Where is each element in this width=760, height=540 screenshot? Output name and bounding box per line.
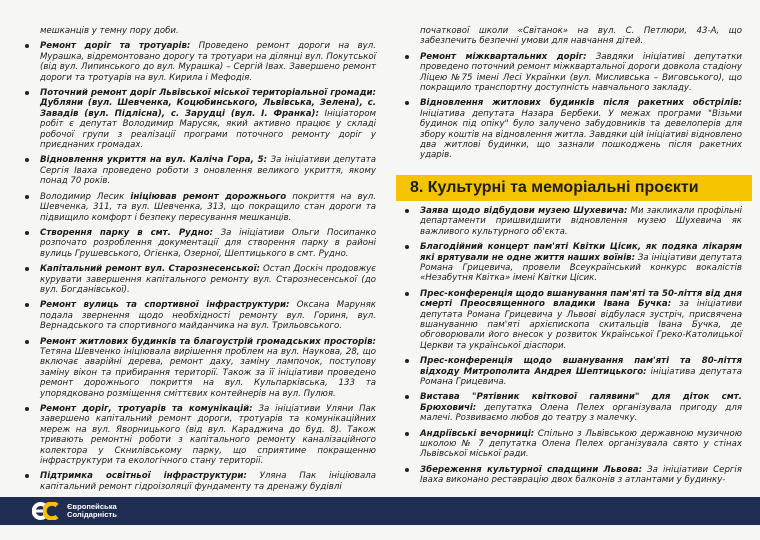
left-item-list bbox=[22, 41, 376, 492]
list-item bbox=[22, 155, 376, 186]
item-body: За ініціативи депутата Сергія Іваха проведено роботи з оновлення великого укриття, якому понад 70 років. bbox=[40, 155, 376, 187]
bullet-icon bbox=[405, 292, 409, 296]
list-item bbox=[22, 192, 376, 223]
list-item bbox=[402, 356, 742, 387]
item-title: Ремонт доріг, тротуарів та комунікацій: bbox=[40, 404, 253, 414]
bullet-icon bbox=[25, 303, 29, 307]
item-title: Прес-конференція щодо вшанування пам'яті та 50-ліття від дня смерті Преосвященного владики Івана Бучка: bbox=[420, 288, 742, 310]
bullet-icon bbox=[405, 432, 409, 436]
item-title: Збереження культурної спадщини Львова: bbox=[420, 464, 643, 475]
item-title: Створення парку в смт. Рудно: bbox=[40, 227, 213, 238]
item-body: За ініціативи депутата Романа Грицевича, провели Всеукраїнський конкурс вокалістів «Незабутня Квітка» імені Квітки Цісик. bbox=[420, 252, 742, 284]
item-body: за ініціативи депутата Романа Грицевича у Львові відбулася зустріч, присвячена вшануванню пам'яті архієпископа скитальців Івана Бучка, де обговорювали його внесок у розвиток Української Греко-Католицької Церкви та української діаспори. bbox=[420, 299, 743, 351]
item-body: За ініціативи Сергія Іваха виконано реставрацію двох балконів з атлантами у будинку- bbox=[420, 464, 742, 486]
bullet-icon bbox=[25, 231, 29, 235]
list-item bbox=[22, 404, 376, 466]
list-item bbox=[22, 88, 376, 150]
bullet-icon bbox=[25, 407, 29, 411]
list-item bbox=[402, 429, 742, 460]
bullet-icon bbox=[405, 209, 409, 213]
item-body: Ініціатива депутата Назара Бербеки. У межах програми "Візьми будинок під опіку" було залучено забудовників та девелоперів для збору коштів на відновлення житла. Завдяки цій ініціативі відновлено два житлові будинки, що зазнали пошкоджень після ракетних ударів. bbox=[420, 108, 743, 161]
bullet-icon bbox=[25, 195, 29, 199]
section-header-band bbox=[396, 175, 752, 201]
section-title: 8. Культурні та меморіальні проєкти bbox=[410, 178, 699, 196]
bullet-icon bbox=[25, 91, 29, 95]
list-item bbox=[22, 471, 376, 492]
item-body: Остап Доскіч продовжує курувати завершення капітального ремонту вул. Старознесенської (до вул. Богданівської). bbox=[40, 264, 376, 295]
bullet-icon bbox=[405, 245, 409, 249]
item-body: депутатка Олена Пелех організувала пригоду для малечі. Розвиваємо любов до театру з малечку. bbox=[420, 402, 742, 424]
logo-line-2: Солідарність bbox=[67, 510, 117, 519]
bullet-icon bbox=[25, 158, 29, 162]
bullet-icon bbox=[405, 101, 409, 105]
bullet-icon bbox=[405, 359, 409, 363]
logo-c-glyph-icon bbox=[43, 502, 59, 520]
item-title: Відновлення житлових будинків після ракетних обстрілів: bbox=[420, 98, 742, 109]
right-item-list-top bbox=[402, 52, 742, 161]
bullet-icon bbox=[405, 55, 409, 59]
list-item bbox=[22, 337, 376, 399]
item-body: Уляна Пак ініціювала капітальний ремонт гідроізоляції фундаменту та дренажу будівлі bbox=[40, 471, 376, 492]
item-body: Проведено ремонт дороги на вул. Мурашка, відремонтовано дорогу та тротуари на ділянці вул. Покутської (від вул. Липинського до вул. Мурашка) – Сергій Івах. Завершено ремонт дороги та тротуарів на вул. Кирила і Мефодія. bbox=[40, 41, 376, 83]
right-column bbox=[402, 0, 742, 486]
list-item bbox=[402, 465, 742, 486]
logo-line-1: Європейська bbox=[67, 502, 117, 511]
logo-wordmark bbox=[67, 503, 117, 519]
item-title: Ремонт міжквартальних доріг: bbox=[420, 51, 587, 62]
item-title: Прес-конференція щодо вшанування пам'яті та 80-ліття відходу Митрополита Андрея Шептицького: bbox=[420, 356, 742, 377]
item-title: Ремонт вулиць та спортивної інфраструктури: bbox=[40, 300, 290, 311]
item-body: Ініціатором робіт є депутат Володимир Марусяк, який активно працює у складі робочої групи з реалізації програми поточного ремонту доріг у приєднаних громадах. bbox=[40, 108, 376, 151]
bullet-icon bbox=[25, 44, 29, 48]
left-continuation-text: мешканців у темну пору доби. bbox=[40, 26, 179, 36]
bullet-icon bbox=[405, 395, 409, 399]
list-item bbox=[22, 300, 376, 331]
left-column bbox=[22, 0, 376, 492]
item-body: За ініціативи Ольги Посипанко розпочато розроблення документації для створення парку в районі вулиць Грушевського, Огієнка, Озерної, Шептицького в смт. Рудно. bbox=[40, 227, 376, 259]
party-logo bbox=[32, 502, 117, 520]
item-body: Ми закликали профільні департаменти пришвидшити відновлення музею Шухевича як важливого культурного об'єкта. bbox=[420, 205, 742, 237]
item-title: Капітальний ремонт вул. Старознесенської: bbox=[40, 264, 260, 275]
right-item-list-bottom bbox=[402, 206, 742, 486]
list-item bbox=[402, 392, 742, 423]
item-body: ініціатива депутата Романа Грицевича. bbox=[420, 366, 742, 387]
item-title: Поточний ремонт доріг Львівської міської територіальної громади: Дубляни (вул. Шевченка, Коцюбинського, Львівська, Зелена), с. Завадів (вул. Підлісна), с. Зарудці (вул. І. Франка): bbox=[40, 88, 376, 119]
list-item bbox=[402, 289, 742, 351]
item-body: Завдяки ініціативі депутатки проведено поточний ремонт міжквартальної дороги довкола стадіону Ліцею №75 імені Лесі Українки (вул. Мисливська – Виговського), що покращило транспортну доступність навчального закладу. bbox=[420, 51, 742, 94]
item-body: Спільно з Львівською державною музичною школою № 7 депутатка Олена Пелех організувала свято у стінах Львівської міської ради. bbox=[420, 428, 743, 460]
list-item bbox=[22, 41, 376, 83]
list-item bbox=[22, 228, 376, 259]
logo-mark-icon bbox=[32, 502, 64, 520]
list-item bbox=[402, 242, 742, 284]
item-title: Андріївські вечорниці: bbox=[420, 428, 535, 439]
list-item bbox=[402, 52, 742, 94]
item-body: Оксана Маруняк подала звернення щодо необхідності ремонту вул. Гориня, вул. Вернадського та спортивного майданчика на вул. Трильовського. bbox=[40, 300, 376, 332]
item-title: ініціював ремонт дорожнього bbox=[130, 191, 287, 202]
list-item bbox=[402, 98, 742, 160]
bullet-icon bbox=[25, 340, 29, 344]
item-body: За ініціативи Уляни Пак завершено капітальний ремонт дороги, тротуарів та комунікаційних мереж на вул. Яворницького (від вул. Караджича до буд. 8). Також тривають ремонтні роботи з капітального ремонту каналізаційного колектора у Скнилівському парку, що сприятиме покращенню інфраструктури та екологічного стану території. bbox=[40, 404, 376, 467]
bullet-icon bbox=[25, 474, 29, 478]
item-body: Тетяна Шевченко ініціювала вирішення проблем на вул. Наукова, 28, що включає аварійні дерева, ремонт даху, заміну лампочок, поступову заміну вікон та прибирання території. Також за її ініціативи проведено ремонт дорожнього покриття на вул. Кульпарківська, 133 та упорядковано розміщення сміттєвих контейнерів на вул. Пулюя. bbox=[40, 346, 376, 399]
item-pre: Володимир Лесик bbox=[40, 191, 131, 202]
list-item bbox=[402, 206, 742, 237]
bullet-icon bbox=[405, 468, 409, 472]
item-title: Благодійний концерт пам'яті Квітки Цісик, як подяка лікарям які врятували не одне життя наших воїнів: bbox=[420, 242, 742, 263]
right-continuation-text: початкової школи «Світанок» на вул. С. Петлюри, 43-А, що забезпечить безпечні умови для навчання дітей. bbox=[420, 26, 742, 47]
list-item bbox=[22, 264, 376, 295]
item-title: Заява щодо відбудови музею Шухевича: bbox=[420, 205, 628, 216]
item-title: Ремонт доріг та тротуарів: bbox=[40, 41, 191, 52]
item-body: покриття на вул. Шевченка, 311, та вул. Шевченка, 313, що покращило стан дороги та підвищило комфорт і безпеку пересування мешканців. bbox=[40, 191, 376, 223]
item-title: Вистава "Рятівник квіткової галявини" для діток смт. Брюховичі: bbox=[420, 392, 742, 413]
item-title: Ремонт житлових будинків та благоустрій громадських просторів: bbox=[40, 336, 376, 347]
item-title: Підтримка освітньої інфраструктури: bbox=[40, 471, 247, 482]
bullet-icon bbox=[25, 267, 29, 271]
item-title: Відновлення укриття на вул. Каліча Гора, 5: bbox=[40, 155, 268, 166]
